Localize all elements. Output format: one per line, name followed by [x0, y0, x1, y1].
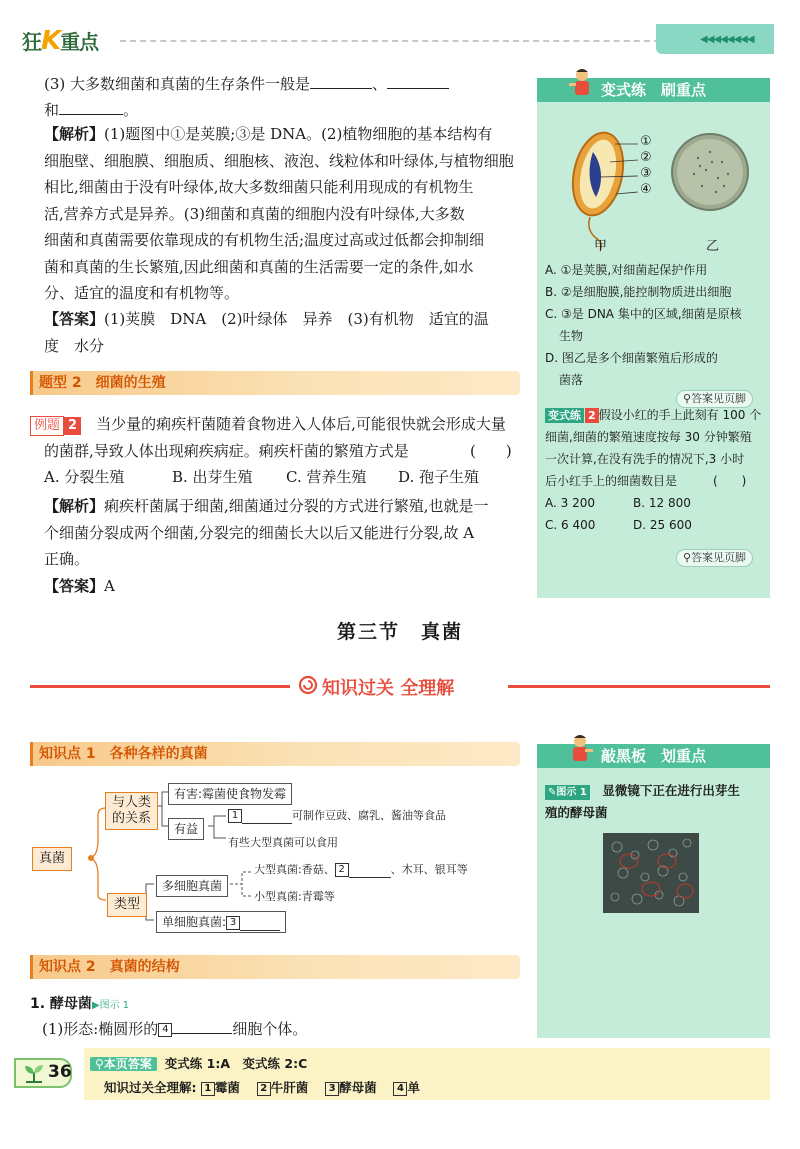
kp2-line — [42, 1016, 307, 1043]
option-a: A. 分裂生殖 — [44, 468, 125, 486]
logo-k: K — [41, 26, 61, 56]
mindmap-root: 真菌 — [32, 847, 72, 871]
marker-2: ② — [640, 150, 652, 165]
section-title: 第三节 真菌 — [336, 621, 463, 643]
mindmap-benefit-2: 有些大型真菌可以食用 — [228, 836, 338, 849]
option-b: B. 出芽生殖 — [172, 468, 253, 486]
blank-number-1: 1 — [228, 809, 242, 823]
footer-answer-1: 霉菌 — [214, 1080, 240, 1095]
mindmap-small-fungi: 小型真菌:青霉等 — [254, 890, 335, 903]
footer-answer-3: 酵母菌 — [339, 1080, 377, 1095]
practice-2-option-a: A. 3 200 — [545, 496, 595, 510]
blank-2-line — [349, 866, 391, 878]
mindmap-harm: 有害:霉菌使食物发霉 — [168, 783, 292, 805]
q3-blank-1 — [310, 73, 372, 89]
logo-text-b: 重点 — [60, 30, 99, 54]
fig-tag-text: 图示 1 — [556, 787, 587, 798]
practice-panel-title: 变式练 刷重点 — [601, 81, 707, 99]
footer-num-4: 4 — [393, 1082, 407, 1096]
q3-blank-2 — [387, 73, 449, 89]
figure-b-label: 乙 — [706, 239, 720, 254]
q3-end: 。 — [123, 101, 139, 119]
analysis-line: 细菌和真菌需要依靠现成的有机物生活;温度过高或过低都会抑制细 — [44, 231, 485, 249]
large-fungi-end: 、木耳、银耳等 — [390, 863, 468, 876]
benefit-1-text: 可制作豆豉、腐乳、酱油等食品 — [292, 809, 446, 822]
practice-paren: ( ) — [713, 474, 747, 488]
option-d: D. 孢子生殖 — [398, 468, 480, 486]
practice-option-b: B. ②是细胞膜,能控制物质进出细胞 — [545, 285, 732, 299]
footer-practice-answers: 变式练 1:A 变式练 2:C — [164, 1056, 308, 1071]
marker-1: ① — [640, 134, 652, 149]
example-line: 当少量的痢疾杆菌随着食物进入人体后,可能很快就会形成大量 — [96, 415, 506, 433]
header-divider — [120, 40, 660, 42]
question-3 — [44, 71, 524, 98]
q3-blank-3 — [59, 99, 123, 115]
answer-line: 度 水分 — [44, 336, 105, 355]
sprout-icon — [22, 1062, 46, 1084]
footer-tag-text: 本页答案 — [103, 1057, 152, 1071]
option-c: C. 营养生殖 — [286, 468, 367, 486]
header-arrows-icon: ◀◀◀◀◀◀◀◀ — [700, 34, 754, 45]
kp1-bar — [30, 742, 520, 766]
kp2-fig-ref: ▶图示 1 — [91, 1000, 130, 1011]
analysis-line: 痢疾杆菌属于细菌,细菌通过分裂的方式进行繁殖,也就是一 — [104, 497, 489, 515]
practice-tag: 变式练 — [545, 408, 584, 423]
kp2-line-end: 细胞个体。 — [232, 1020, 308, 1038]
footer-num-3: 3 — [325, 1082, 339, 1096]
banner-line-right — [508, 685, 770, 688]
practice-panel-header — [537, 78, 770, 102]
marker-4: ④ — [640, 182, 652, 197]
kp2-bar — [30, 955, 520, 979]
practice-2-option-c: C. 6 400 — [545, 518, 596, 532]
footer-answer-2: 牛肝菌 — [270, 1080, 309, 1095]
book-logo — [22, 26, 98, 56]
mindmap-type: 类型 — [107, 893, 147, 917]
heiban-header — [537, 744, 770, 768]
practice-1-options — [545, 259, 765, 391]
answer-ref-text: 答案见页脚 — [691, 392, 747, 405]
caption-line-2: 殖的酵母菌 — [545, 805, 608, 820]
teacher-icon — [565, 732, 595, 768]
pen-icon: ✎ — [548, 787, 557, 798]
analysis-label: 【解析】 — [44, 497, 105, 515]
bacteria-figure — [560, 122, 760, 252]
knowledge-banner-title: 知识过关 全理解 — [322, 678, 455, 699]
kp2-line-text: (1)形态:椭圆形的 — [42, 1020, 159, 1038]
example-paren: ( ) — [470, 441, 512, 460]
mindmap-large-fungi — [254, 862, 468, 878]
answer-ref-text: 答案见页脚 — [691, 551, 747, 564]
example-tag: 例题 — [30, 416, 64, 436]
footer-line-1 — [90, 1055, 307, 1073]
answer-1 — [44, 306, 524, 359]
caption-line-1: 显微镜下正在进行出芽生 — [602, 783, 740, 798]
analysis-line: 菌和真菌的生长繁殖,因此细菌和真菌的生活需要一定的条件,如水 — [44, 257, 474, 276]
analysis-label: 【解析】 — [44, 125, 105, 143]
footer-tag — [90, 1057, 157, 1071]
mindmap-relation — [105, 792, 158, 830]
key-icon: ⚲ — [683, 392, 692, 405]
practice-option-d-cont: 菌落 — [559, 373, 584, 387]
relation-line-b: 的关系 — [112, 811, 152, 826]
analysis-line: 个细菌分裂成两个细菌,分裂完的细菌长大以后又能进行分裂,故 A — [44, 523, 475, 542]
analysis-line: 正确。 — [44, 550, 90, 568]
marker-3: ③ — [640, 166, 652, 181]
heiban-title: 敲黑板 划重点 — [601, 747, 707, 765]
spiral-icon — [298, 675, 318, 695]
type-2-title: 题型 2 细菌的生殖 — [39, 375, 166, 391]
analysis-line: 相比,细菌由于没有叶绿体,故大多数细菌只能利用现成的有机物生 — [44, 178, 474, 196]
answer-label: 【答案】 — [44, 576, 105, 595]
answer-value: A — [104, 576, 115, 595]
example-num: 2 — [64, 417, 81, 435]
practice-2 — [545, 404, 767, 536]
analysis-line: 细胞壁、细胞膜、细胞质、细胞核、液泡、线粒体和叶绿体,与植物细胞 — [44, 151, 514, 170]
large-fungi-text: 大型真菌:香菇、 — [254, 863, 335, 876]
answer-ref-2 — [676, 549, 753, 567]
q3-and: 和 — [44, 101, 60, 119]
analysis-line: 分、适宜的温度和有机物等。 — [44, 284, 240, 302]
practice-option-a: A. ①是荚膜,对细菌起保护作用 — [545, 263, 708, 277]
yeast-micrograph — [603, 833, 699, 913]
kp2-title: 知识点 2 真菌的结构 — [39, 959, 180, 975]
logo-text-a: 狂 — [22, 30, 41, 54]
practice-line: 细菌,细菌的繁殖速度按每 30 分钟繁殖 — [545, 430, 752, 444]
question-3-line2 — [44, 97, 138, 124]
type-2-bar — [30, 371, 520, 395]
blank-number-4: 4 — [158, 1023, 172, 1037]
key-icon: ⚲ — [683, 551, 692, 564]
practice-option-d: D. 图乙是多个细菌繁殖后形成的 — [545, 351, 718, 365]
blank-3-line — [240, 919, 280, 931]
key-icon: ⚲ — [95, 1057, 104, 1071]
figure-markers — [640, 134, 652, 198]
footer-num-1: 1 — [201, 1082, 215, 1096]
q3-sep: 、 — [372, 75, 388, 93]
relation-line-a: 与人类 — [112, 795, 152, 810]
example-2 — [30, 411, 525, 490]
analysis-1 — [44, 121, 524, 307]
mindmap-multicellular: 多细胞真菌 — [156, 875, 228, 897]
blank-number-3: 3 — [226, 916, 240, 930]
unicellular-text: 单细胞真菌: — [162, 915, 227, 929]
mindmap-unicellular — [156, 911, 286, 933]
analysis-2 — [44, 493, 524, 599]
practice-option-c: C. ③是 DNA 集中的区域,细菌是原核 — [545, 307, 742, 321]
practice-line: 后小红手上的细菌数目是 — [545, 474, 678, 488]
heiban-caption — [545, 780, 767, 824]
answer-line: (1)荚膜 DNA (2)叶绿体 异养 (3)有机物 适宜的温 — [104, 310, 489, 328]
kp1-title: 知识点 1 各种各样的真菌 — [39, 746, 208, 762]
footer-line-2 — [104, 1079, 420, 1097]
answer-label: 【答案】 — [44, 310, 105, 328]
blank-4-line — [172, 1018, 232, 1034]
mindmap-benefit-1 — [228, 808, 446, 824]
mindmap-benefit: 有益 — [168, 818, 204, 840]
analysis-line: 活,营养方式是异养。(3)细菌和真菌的细胞内没有叶绿体,大多数 — [44, 204, 465, 223]
practice-line: 一次计算,在没有洗手的情况下,3 小时 — [545, 452, 745, 466]
practice-num: 2 — [585, 408, 599, 423]
practice-2-option-d: D. 25 600 — [633, 518, 692, 532]
footer-label: 知识过关全理解: — [104, 1080, 197, 1095]
page-number: 36 — [48, 1062, 72, 1082]
analysis-line: (1)题图中①是荚膜;③是 DNA。(2)植物细胞的基本结构有 — [104, 125, 493, 143]
footer-num-2: 2 — [257, 1082, 271, 1096]
practice-2-option-b: B. 12 800 — [633, 496, 691, 510]
blank-number-2: 2 — [335, 863, 349, 877]
blank-1-line — [242, 812, 292, 824]
banner-line-left — [30, 685, 290, 688]
kp2-subtitle — [30, 993, 129, 1013]
practice-option-c-cont: 生物 — [559, 329, 584, 343]
fig-tag — [545, 785, 590, 800]
kp2-sub-text: 1. 酵母菌 — [30, 996, 92, 1012]
footer-answer-4: 单 — [407, 1080, 420, 1095]
q3-text: (3) 大多数细菌和真菌的生存条件一般是 — [44, 75, 311, 93]
practice-line: 假设小红的手上此刻有 100 个 — [598, 408, 762, 422]
example-line: 的菌群,导致人体出现痢疾病症。痢疾杆菌的繁殖方式是 — [44, 441, 409, 460]
teacher-icon — [567, 66, 597, 102]
figure-a-label: 甲 — [594, 239, 608, 254]
